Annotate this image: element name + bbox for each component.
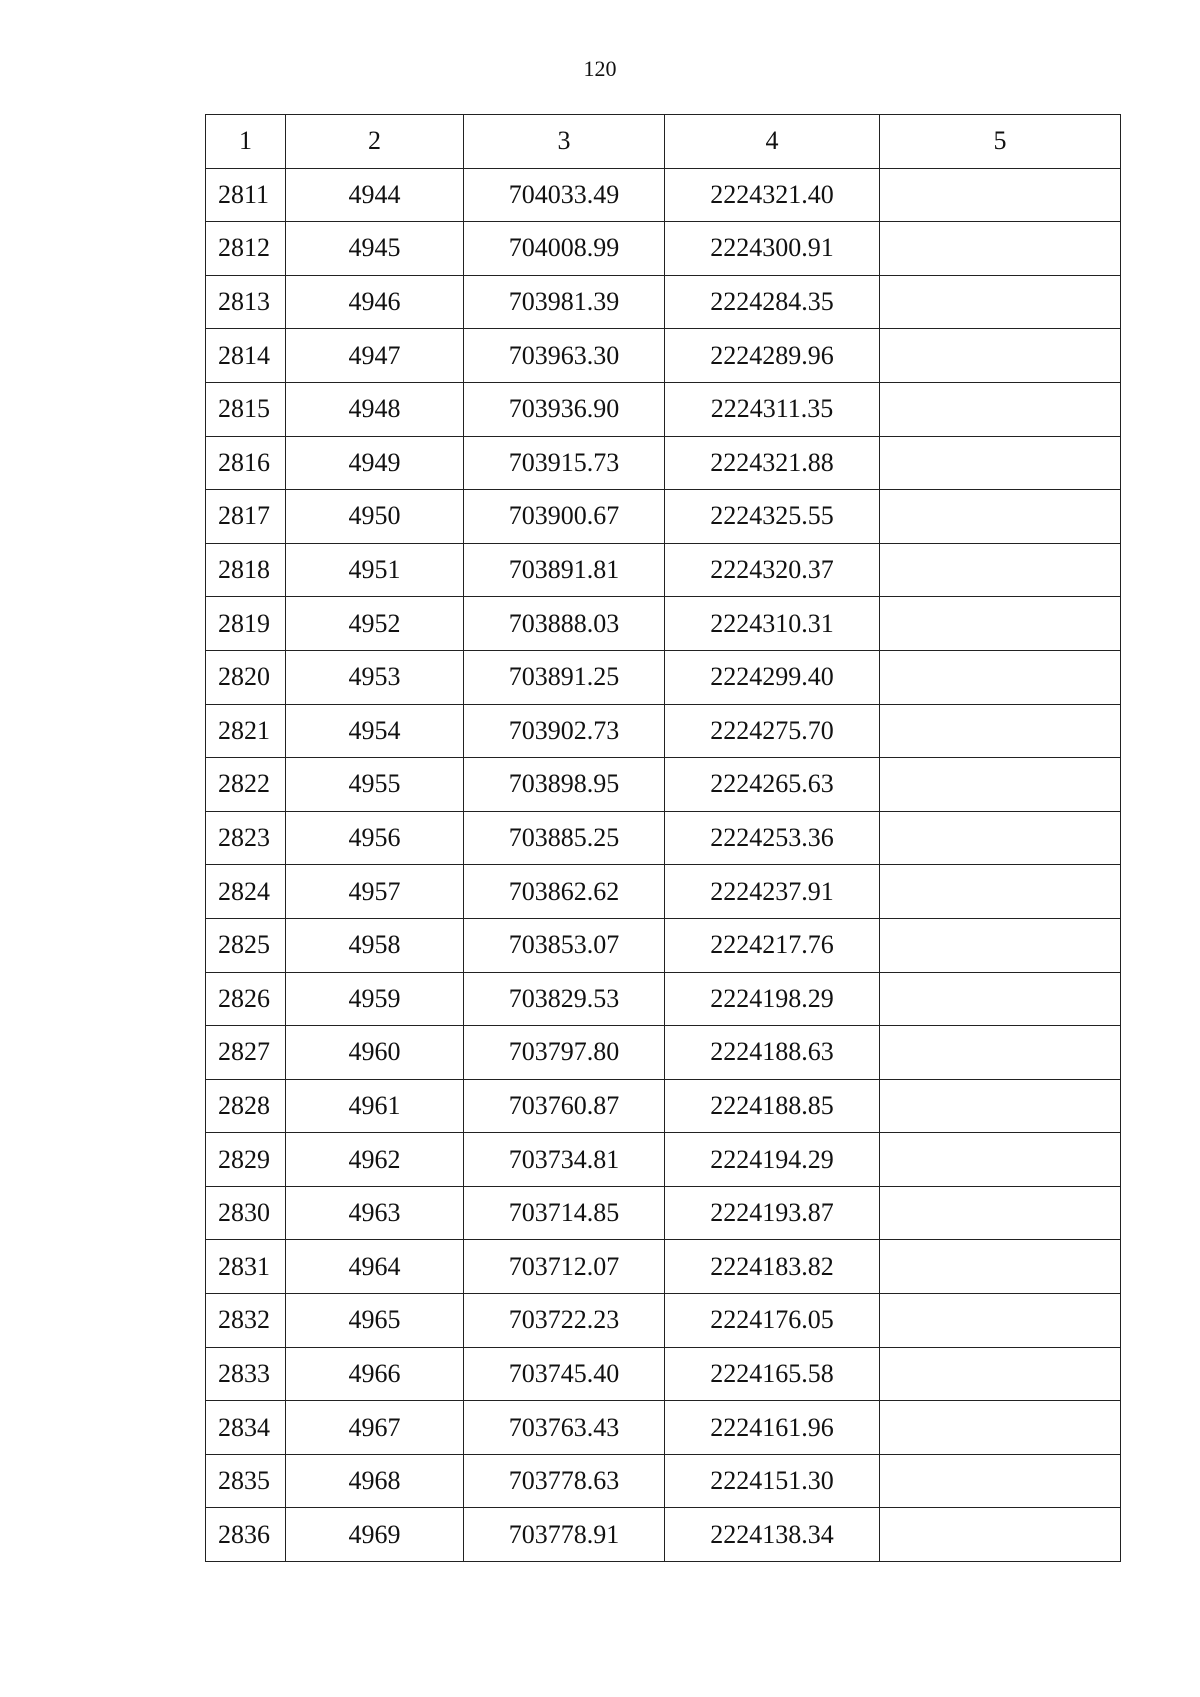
table-cell-col-2: 4949 <box>286 436 464 490</box>
table-cell-col-1: 2832 <box>206 1294 286 1348</box>
table-row <box>206 329 1121 383</box>
table-cell-col-4: 2224188.63 <box>665 1026 880 1080</box>
table-cell-col-2: 4963 <box>286 1186 464 1240</box>
table-row <box>206 704 1121 758</box>
table-cell-col-4: 2224310.31 <box>665 597 880 651</box>
table-cell-col-1: 2817 <box>206 490 286 544</box>
table-cell-col-5 <box>880 865 1121 919</box>
table-cell-col-1: 2823 <box>206 811 286 865</box>
table-cell-col-3: 704033.49 <box>464 168 665 222</box>
table-cell-col-2: 4961 <box>286 1079 464 1133</box>
table-cell-col-4: 2224151.30 <box>665 1454 880 1508</box>
table-cell-col-4: 2224198.29 <box>665 972 880 1026</box>
table-cell-col-1: 2828 <box>206 1079 286 1133</box>
table-cell-col-1: 2815 <box>206 382 286 436</box>
table-cell-col-2: 4951 <box>286 543 464 597</box>
table-cell-col-5 <box>880 329 1121 383</box>
table-cell-col-2: 4947 <box>286 329 464 383</box>
table-cell-col-2: 4968 <box>286 1454 464 1508</box>
table-cell-col-5 <box>880 811 1121 865</box>
table-cell-col-5 <box>880 704 1121 758</box>
table-cell-col-1: 2826 <box>206 972 286 1026</box>
table-cell-col-5 <box>880 436 1121 490</box>
table-row <box>206 436 1121 490</box>
table-cell-col-4: 2224176.05 <box>665 1294 880 1348</box>
table-row <box>206 1454 1121 1508</box>
table-row <box>206 168 1121 222</box>
table-cell-col-2: 4954 <box>286 704 464 758</box>
table-cell-col-5 <box>880 758 1121 812</box>
table-row <box>206 490 1121 544</box>
table-cell-col-3: 703936.90 <box>464 382 665 436</box>
header-cell-col-4: 4 <box>665 115 880 169</box>
table-cell-col-1: 2816 <box>206 436 286 490</box>
table-cell-col-1: 2814 <box>206 329 286 383</box>
table-cell-col-3: 703745.40 <box>464 1347 665 1401</box>
table-cell-col-3: 703981.39 <box>464 275 665 329</box>
table-cell-col-2: 4945 <box>286 222 464 276</box>
table-row <box>206 811 1121 865</box>
table-cell-col-2: 4964 <box>286 1240 464 1294</box>
table-cell-col-5 <box>880 1186 1121 1240</box>
page-number: 120 <box>583 56 617 81</box>
table-body <box>206 115 1121 1562</box>
table-cell-col-5 <box>880 1026 1121 1080</box>
table-cell-col-2: 4952 <box>286 597 464 651</box>
table-row <box>206 865 1121 919</box>
table-cell-col-2: 4946 <box>286 275 464 329</box>
table-cell-col-5 <box>880 1454 1121 1508</box>
table-cell-col-1: 2820 <box>206 650 286 704</box>
table-cell-col-2: 4953 <box>286 650 464 704</box>
table-cell-col-3: 703714.85 <box>464 1186 665 1240</box>
coordinates-table <box>205 114 1121 1562</box>
table-row <box>206 1186 1121 1240</box>
table-row <box>206 1026 1121 1080</box>
table-row <box>206 382 1121 436</box>
table-cell-col-5 <box>880 972 1121 1026</box>
table-cell-col-4: 2224194.29 <box>665 1133 880 1187</box>
table-cell-col-4: 2224161.96 <box>665 1401 880 1455</box>
table-row <box>206 275 1121 329</box>
table-cell-col-3: 703760.87 <box>464 1079 665 1133</box>
table-cell-col-3: 703722.23 <box>464 1294 665 1348</box>
table-cell-col-4: 2224188.85 <box>665 1079 880 1133</box>
table-cell-col-2: 4956 <box>286 811 464 865</box>
table-cell-col-1: 2835 <box>206 1454 286 1508</box>
table-cell-col-4: 2224193.87 <box>665 1186 880 1240</box>
table-cell-col-4: 2224321.40 <box>665 168 880 222</box>
table-cell-col-3: 703891.25 <box>464 650 665 704</box>
table-cell-col-3: 703763.43 <box>464 1401 665 1455</box>
table-cell-col-1: 2830 <box>206 1186 286 1240</box>
table-cell-col-3: 703900.67 <box>464 490 665 544</box>
table-cell-col-2: 4965 <box>286 1294 464 1348</box>
table-cell-col-3: 703829.53 <box>464 972 665 1026</box>
table-cell-col-1: 2813 <box>206 275 286 329</box>
table-cell-col-5 <box>880 168 1121 222</box>
table-row <box>206 1508 1121 1562</box>
table-cell-col-1: 2834 <box>206 1401 286 1455</box>
table-row <box>206 1079 1121 1133</box>
table-cell-col-5 <box>880 275 1121 329</box>
table-cell-col-4: 2224299.40 <box>665 650 880 704</box>
table-cell-col-4: 2224217.76 <box>665 918 880 972</box>
table-cell-col-5 <box>880 597 1121 651</box>
table-cell-col-1: 2822 <box>206 758 286 812</box>
table-row <box>206 758 1121 812</box>
table-cell-col-3: 703712.07 <box>464 1240 665 1294</box>
table-cell-col-1: 2829 <box>206 1133 286 1187</box>
table-cell-col-3: 703778.91 <box>464 1508 665 1562</box>
table-cell-col-1: 2827 <box>206 1026 286 1080</box>
table-cell-col-4: 2224320.37 <box>665 543 880 597</box>
table-cell-col-1: 2831 <box>206 1240 286 1294</box>
table-row <box>206 972 1121 1026</box>
table-cell-col-4: 2224253.36 <box>665 811 880 865</box>
table-cell-col-3: 703963.30 <box>464 329 665 383</box>
table-row <box>206 1240 1121 1294</box>
table-row <box>206 1133 1121 1187</box>
table-cell-col-3: 703891.81 <box>464 543 665 597</box>
table-cell-col-4: 2224289.96 <box>665 329 880 383</box>
table-cell-col-3: 703862.62 <box>464 865 665 919</box>
table-cell-col-3: 704008.99 <box>464 222 665 276</box>
table-row <box>206 1401 1121 1455</box>
table-cell-col-3: 703734.81 <box>464 1133 665 1187</box>
table-cell-col-2: 4959 <box>286 972 464 1026</box>
table-cell-col-5 <box>880 918 1121 972</box>
table-cell-col-3: 703778.63 <box>464 1454 665 1508</box>
table-cell-col-5 <box>880 490 1121 544</box>
table-cell-col-1: 2812 <box>206 222 286 276</box>
table-cell-col-2: 4948 <box>286 382 464 436</box>
table-cell-col-2: 4950 <box>286 490 464 544</box>
table-cell-col-2: 4969 <box>286 1508 464 1562</box>
table-cell-col-4: 2224183.82 <box>665 1240 880 1294</box>
header-cell-col-3: 3 <box>464 115 665 169</box>
table-row <box>206 650 1121 704</box>
table-row <box>206 543 1121 597</box>
table-row <box>206 597 1121 651</box>
table-cell-col-1: 2836 <box>206 1508 286 1562</box>
table-cell-col-2: 4955 <box>286 758 464 812</box>
table-cell-col-2: 4957 <box>286 865 464 919</box>
table-cell-col-4: 2224321.88 <box>665 436 880 490</box>
table-cell-col-4: 2224138.34 <box>665 1508 880 1562</box>
table-cell-col-4: 2224325.55 <box>665 490 880 544</box>
table-cell-col-3: 703915.73 <box>464 436 665 490</box>
header-cell-col-1: 1 <box>206 115 286 169</box>
table-cell-col-3: 703797.80 <box>464 1026 665 1080</box>
table-cell-col-5 <box>880 1240 1121 1294</box>
table-cell-col-3: 703898.95 <box>464 758 665 812</box>
table-cell-col-5 <box>880 1508 1121 1562</box>
table-cell-col-2: 4966 <box>286 1347 464 1401</box>
table-cell-col-3: 703853.07 <box>464 918 665 972</box>
table-cell-col-2: 4962 <box>286 1133 464 1187</box>
table-cell-col-3: 703885.25 <box>464 811 665 865</box>
table-cell-col-1: 2824 <box>206 865 286 919</box>
header-cell-col-5: 5 <box>880 115 1121 169</box>
table-cell-col-1: 2811 <box>206 168 286 222</box>
table-row <box>206 1294 1121 1348</box>
table-cell-col-3: 703888.03 <box>464 597 665 651</box>
table-cell-col-5 <box>880 543 1121 597</box>
table-cell-col-4: 2224165.58 <box>665 1347 880 1401</box>
table-cell-col-1: 2825 <box>206 918 286 972</box>
table-row <box>206 1347 1121 1401</box>
table-cell-col-2: 4967 <box>286 1401 464 1455</box>
table-cell-col-4: 2224275.70 <box>665 704 880 758</box>
table-cell-col-5 <box>880 222 1121 276</box>
table-cell-col-2: 4960 <box>286 1026 464 1080</box>
table-row <box>206 918 1121 972</box>
table-cell-col-5 <box>880 382 1121 436</box>
table-cell-col-5 <box>880 1294 1121 1348</box>
table-cell-col-1: 2819 <box>206 597 286 651</box>
table-cell-col-2: 4944 <box>286 168 464 222</box>
table-cell-col-5 <box>880 1401 1121 1455</box>
table-cell-col-5 <box>880 1133 1121 1187</box>
table-cell-col-4: 2224265.63 <box>665 758 880 812</box>
header-cell-col-2: 2 <box>286 115 464 169</box>
table-cell-col-4: 2224284.35 <box>665 275 880 329</box>
table-cell-col-4: 2224311.35 <box>665 382 880 436</box>
table-cell-col-1: 2821 <box>206 704 286 758</box>
table-cell-col-5 <box>880 1079 1121 1133</box>
table-cell-col-4: 2224237.91 <box>665 865 880 919</box>
table-cell-col-5 <box>880 1347 1121 1401</box>
table-row <box>206 222 1121 276</box>
table-cell-col-1: 2818 <box>206 543 286 597</box>
table-cell-col-5 <box>880 650 1121 704</box>
table-header-row <box>206 115 1121 169</box>
table-cell-col-4: 2224300.91 <box>665 222 880 276</box>
table-cell-col-2: 4958 <box>286 918 464 972</box>
table-cell-col-3: 703902.73 <box>464 704 665 758</box>
table-cell-col-1: 2833 <box>206 1347 286 1401</box>
